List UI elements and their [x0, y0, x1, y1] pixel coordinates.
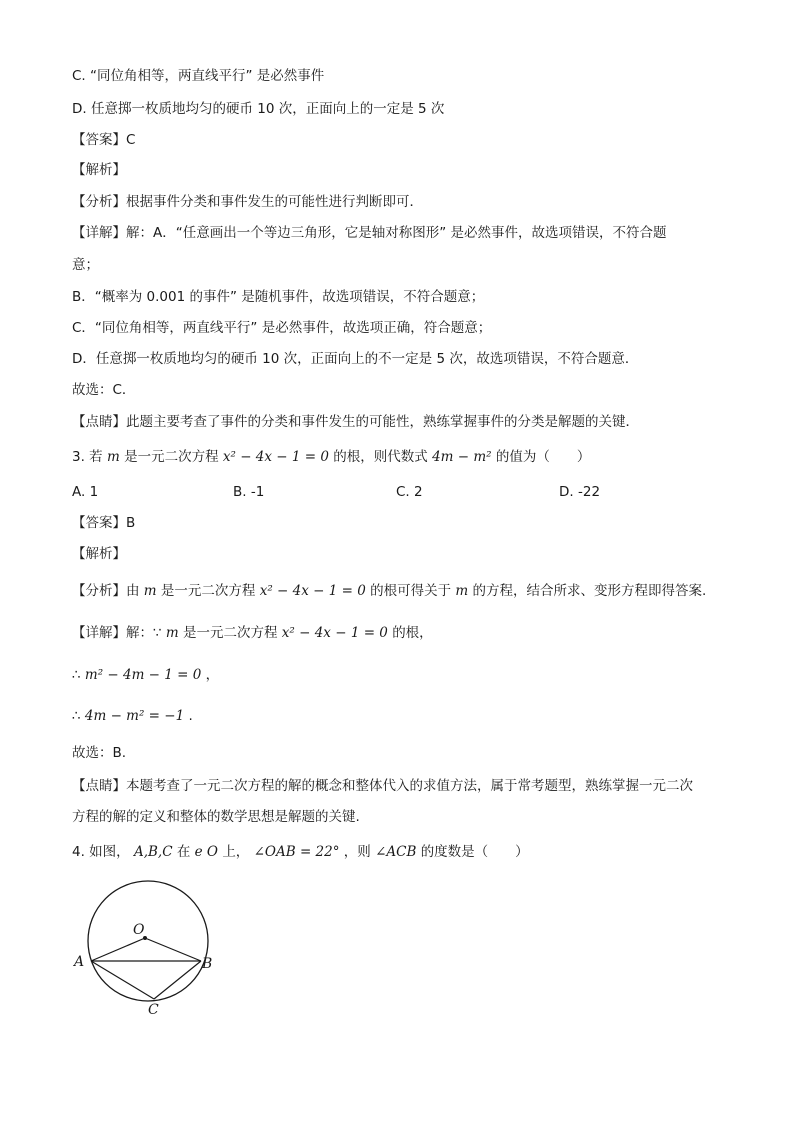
q2-jiexi: 【解析】 [72, 162, 126, 178]
q3-dianjing-line2: 方程的解的定义和整体的数学思想是解题的关键. [72, 809, 360, 825]
q3-step2: ∴ 4m − m² = −1 . [72, 708, 193, 724]
q2-xiangjie-c: C．“同位角相等，两直线平行” 是必然事件，故选项正确，符合题意； [72, 320, 492, 336]
math-equation: x² − 4x − 1 = 0 [222, 449, 329, 465]
q2-answer: 【答案】C [72, 132, 136, 148]
q3-option-a: A. 1 [72, 484, 99, 500]
q4-stem: 4. 如图， A,B,C 在 e O 上， ∠OAB = 22° ，则 ∠ACB 的度数是（ ） [72, 844, 529, 860]
label-b: B [202, 956, 213, 972]
q3-step1: ∴ m² − 4m − 1 = 0 ， [72, 667, 220, 683]
label-o: O [133, 922, 145, 938]
q3-stem: 3. 若 m 是一元二次方程 x² − 4x − 1 = 0 的根，则代数式 4m − m² 的值为（ ） [72, 449, 591, 465]
q3-option-b: B. -1 [233, 484, 265, 500]
q3-option-c: C. 2 [396, 484, 423, 500]
circle-figure [70, 870, 220, 1020]
segment-ob [145, 938, 201, 961]
segment-oa [91, 938, 145, 961]
q2-dianjing: 【点睛】此题主要考查了事件的分类和事件发生的可能性，熟练掌握事件的分类是解题的关键． [72, 414, 639, 430]
math-m: m [106, 449, 120, 465]
q2-fenxi: 【分析】根据事件分类和事件发生的可能性进行判断即可． [72, 194, 423, 210]
label-c: C [148, 1002, 159, 1018]
q2-xiangjie-line2: 意； [72, 257, 99, 273]
q3-fenxi: 【分析】由 m 是一元二次方程 x² − 4x − 1 = 0 的根可得关于 m 的方程，结合所求、变形方程即得答案. [72, 583, 707, 599]
label-a: A [74, 954, 85, 970]
q3-choose: 故选：B. [72, 745, 127, 761]
q2-option-d: D. 任意掷一枚质地均匀的硬币 10 次，正面向上的一定是 5 次 [72, 101, 445, 117]
q3-jiexi: 【解析】 [72, 546, 126, 562]
q2-option-c: C. “同位角相等，两直线平行” 是必然事件 [72, 68, 325, 84]
q2-xiangjie-line1: 【详解】解：A．“任意画出一个等边三角形，它是轴对称图形” 是必然事件，故选项错误，不符合题 [72, 225, 667, 241]
math-expression: 4m − m² [432, 449, 492, 465]
q2-xiangjie-b: B．“概率为 0.001 的事件” 是随机事件，故选项错误，不符合题意； [72, 289, 485, 305]
circle-symbol: e O [194, 844, 219, 860]
q3-option-d: D. -22 [559, 484, 601, 500]
q2-choose: 故选：C． [72, 382, 136, 398]
q3-dianjing-line1: 【点睛】本题考查了一元二次方程的解的概念和整体代入的求值方法，属于常考题型，熟练掌握一元二次 [72, 778, 693, 794]
q3-xiangjie: 【详解】解：∵ m 是一元二次方程 x² − 4x − 1 = 0 的根， [72, 625, 433, 641]
segment-ac [91, 961, 154, 999]
q2-xiangjie-d: D．任意掷一枚质地均匀的硬币 10 次，正面向上的不一定是 5 次，故选项错误，不符合题意． [72, 351, 639, 367]
q3-answer: 【答案】B [72, 515, 136, 531]
circle-o [88, 881, 208, 1001]
